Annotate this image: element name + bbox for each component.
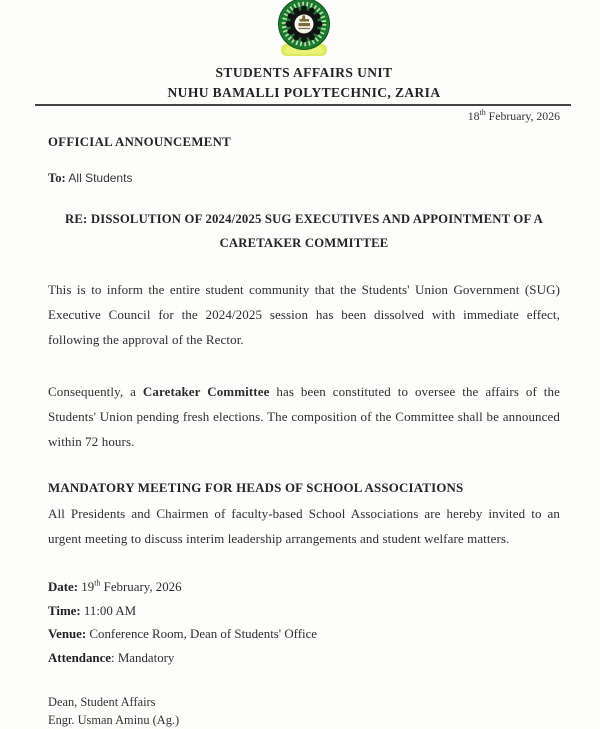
section-heading: MANDATORY MEETING FOR HEADS OF SCHOOL ASSOCIATIONS bbox=[48, 481, 464, 495]
polytechnic-crest-icon bbox=[268, 0, 340, 58]
header-divider bbox=[35, 104, 571, 106]
org-name: STUDENTS AFFAIRS UNIT bbox=[215, 65, 393, 80]
meeting-attendance-line: Attendance: Mandatory bbox=[48, 650, 175, 665]
institution-name: NUHU BAMALLI POLYTECHNIC, ZARIA bbox=[167, 85, 441, 100]
meeting-venue-line: Venue: Conference Room, Dean of Students' Office bbox=[48, 627, 318, 641]
meeting-date-line: Date: 19th February, 2026 bbox=[48, 578, 182, 594]
meeting-time-line: Time: 11:00 AM bbox=[48, 603, 137, 618]
body-paragraph-1: This is to inform the entire student community that the Students' Union Government (SUG) Executive Council for the 2024/2025 session has been dissolved with immediate effect, following the approval of the Rector. bbox=[48, 282, 560, 347]
official-announcement-label: OFFICIAL ANNOUNCEMENT bbox=[48, 135, 231, 149]
subject-line-2: CARETAKER COMMITTEE bbox=[219, 236, 389, 250]
signature-block bbox=[48, 693, 560, 729]
logo-container bbox=[48, 0, 560, 58]
body-paragraph-3: All Presidents and Chairmen of faculty-based School Associations are hereby invited to an urgent meeting to discuss interim leadership arrangements and student welfare matters. bbox=[48, 506, 560, 546]
meeting-details bbox=[48, 576, 560, 670]
subject-heading bbox=[48, 207, 560, 255]
subject-line-1: RE: DISSOLUTION OF 2024/2025 SUG EXECUTIVES AND APPOINTMENT OF A bbox=[65, 212, 543, 226]
body-paragraph-2: Consequently, a Caretaker Committee has been constituted to oversee the affairs of the Students' Union pending fresh elections. The composition of the Committee shall be announced within 72 hours. bbox=[48, 384, 560, 449]
recipient-line bbox=[48, 171, 560, 186]
signature-title: Dean, Student Affairs bbox=[48, 695, 156, 709]
caretaker-committee-bold: Caretaker Committee bbox=[142, 384, 270, 399]
to-label: To: bbox=[48, 171, 66, 185]
to-value: All Students bbox=[65, 171, 133, 185]
letterhead bbox=[48, 0, 560, 124]
signature-name: Engr. Usman Aminu (Ag.) bbox=[48, 713, 180, 727]
letter-date: 18th February, 2026 bbox=[467, 108, 560, 123]
